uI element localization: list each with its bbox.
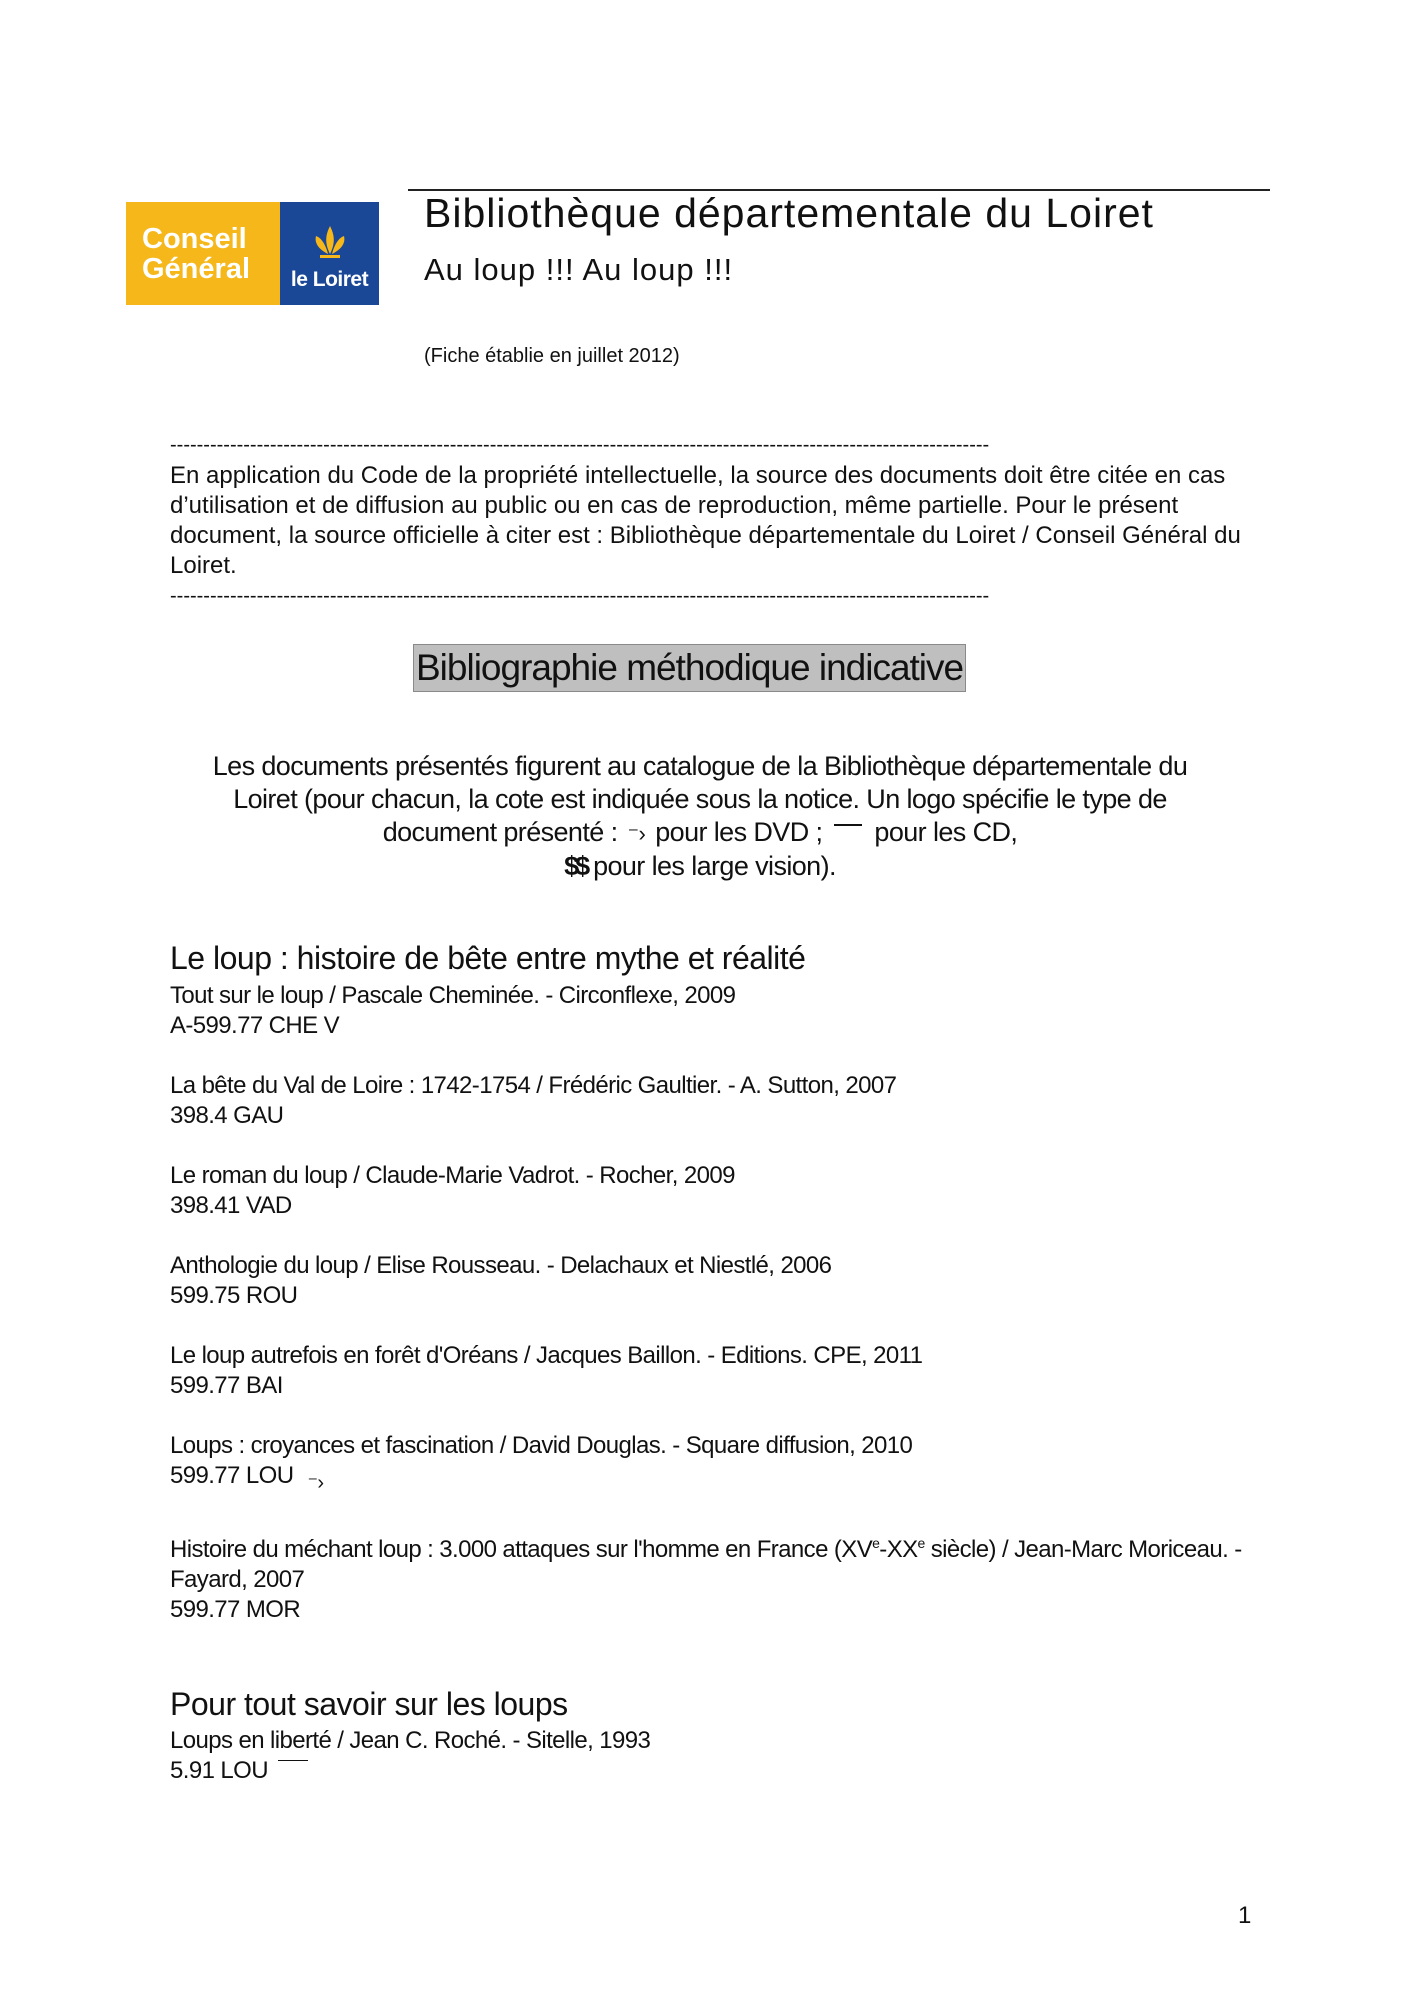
logo-blue-panel bbox=[280, 202, 379, 305]
entry-notice: Loups en liberté / Jean C. Roché. - Sitelle, 1993 bbox=[170, 1727, 651, 1754]
intro-line: Loiret (pour chacun, la cote est indiquée sous la notice. Un logo spécifie le type de bbox=[233, 784, 1167, 814]
entry-cote: 5.91 LOU bbox=[170, 1757, 268, 1784]
library-title: Bibliothèque départementale du Loiret bbox=[424, 190, 1154, 236]
entry-notice: Tout sur le loup / Pascale Cheminée. - Circonflexe, 2009 bbox=[170, 982, 736, 1009]
entry-cote: 398.41 VAD bbox=[170, 1192, 292, 1219]
entry-cote: 599.77 MOR bbox=[170, 1596, 301, 1623]
bibliography-entry bbox=[170, 1071, 1270, 1131]
date-note: (Fiche établie en juillet 2012) bbox=[424, 345, 680, 367]
intro-paragraph bbox=[150, 750, 1250, 883]
entry-cote: A-599.77 CHE V bbox=[170, 1012, 340, 1039]
entry-cote-row bbox=[170, 1461, 1270, 1498]
entry-notice-part: -XX bbox=[879, 1536, 918, 1563]
intro-line bbox=[150, 850, 1250, 883]
intro-line: Les documents présentés figurent au catalogue de la Bibliothèque départementale du bbox=[212, 751, 1188, 781]
entry-notice bbox=[170, 1528, 1270, 1595]
logo-line1: Conseil bbox=[142, 222, 247, 255]
logo-right-text: le Loiret bbox=[290, 268, 369, 291]
copyright-notice: En application du Code de la propriété intellectuelle, la source des documents doit être citée en cas d’utilisation et de diffusion au public ou en cas de reproduction, même partielle. Pour le présent document, la source officielle à citer est : Bibliothèque départementale du Loiret / Conseil Général du Loiret. bbox=[170, 462, 1241, 579]
bibliography-entry bbox=[170, 1161, 1270, 1221]
bibliography-entry bbox=[170, 1341, 1270, 1401]
entry-cote: 599.77 LOU bbox=[170, 1462, 294, 1489]
fleur-de-lis-icon bbox=[310, 224, 350, 266]
dvd-icon: ⁻› bbox=[627, 821, 646, 846]
entry-notice: Loups : croyances et fascination / David Douglas. - Square diffusion, 2010 bbox=[170, 1432, 913, 1459]
bibliography-entry bbox=[170, 1251, 1270, 1311]
entry-notice-part: Histoire du méchant loup : 3.000 attaques sur l'homme en France (XV bbox=[170, 1536, 873, 1563]
entry-notice: Le loup autrefois en forêt d'Oréans / Jacques Baillon. - Editions. CPE, 2011 bbox=[170, 1342, 923, 1369]
logo-yellow-panel bbox=[126, 202, 280, 305]
century-superscript: e bbox=[917, 1535, 925, 1551]
category-title: Pour tout savoir sur les loups bbox=[170, 1686, 568, 1722]
bibliography-entry bbox=[170, 1726, 1270, 1786]
intro-line4: pour les large vision). bbox=[593, 851, 836, 881]
entry-notice: Le roman du loup / Claude-Marie Vadrot. - Rocher, 2009 bbox=[170, 1162, 735, 1189]
entry-notice: La bête du Val de Loire : 1742-1754 / Frédéric Gaultier. - A. Sutton, 2007 bbox=[170, 1072, 897, 1099]
conseil-general-logo bbox=[126, 202, 379, 305]
entry-notice: Anthologie du loup / Elise Rousseau. - Delachaux et Niestlé, 2006 bbox=[170, 1252, 832, 1279]
category-title: Le loup : histoire de bête entre mythe et réalité bbox=[170, 940, 806, 976]
category-entries bbox=[170, 981, 1270, 1655]
page-number: 1 bbox=[1238, 1902, 1252, 1929]
entry-notice-part: siècle) / Jean-Marc Moriceau. - Fayard, 2007 bbox=[170, 1536, 1242, 1593]
bibliography-entry bbox=[170, 1528, 1270, 1625]
document-subtitle: Au loup !!! Au loup !!! bbox=[424, 252, 734, 287]
cd-icon bbox=[278, 1760, 308, 1761]
category-entries bbox=[170, 1726, 1270, 1816]
dashed-separator-bottom: --------------------------------------------------------------------------------------------------------------------------- bbox=[170, 585, 990, 607]
intro-line3-part: pour les DVD ; bbox=[655, 817, 823, 847]
intro-line3-part: pour les CD, bbox=[874, 817, 1018, 847]
century-superscript: e bbox=[872, 1535, 880, 1551]
bibliography-entry bbox=[170, 981, 1270, 1041]
dashed-separator-top: --------------------------------------------------------------------------------------------------------------------------- bbox=[170, 434, 990, 456]
large-vision-icon: $$ bbox=[564, 851, 587, 881]
cd-icon bbox=[834, 824, 862, 826]
logo-line2: Général bbox=[142, 252, 250, 285]
intro-line3-part: document présenté : bbox=[382, 817, 618, 847]
entry-cote: 599.75 ROU bbox=[170, 1282, 298, 1309]
section-heading: Bibliographie méthodique indicative bbox=[413, 644, 966, 692]
bibliography-entry bbox=[170, 1431, 1270, 1498]
intro-line bbox=[150, 816, 1250, 850]
entry-cote: 599.77 BAI bbox=[170, 1372, 283, 1399]
dvd-icon: ⁻› bbox=[307, 1472, 324, 1494]
entry-cote: 398.4 GAU bbox=[170, 1102, 284, 1129]
entry-cote-row bbox=[170, 1756, 1270, 1786]
